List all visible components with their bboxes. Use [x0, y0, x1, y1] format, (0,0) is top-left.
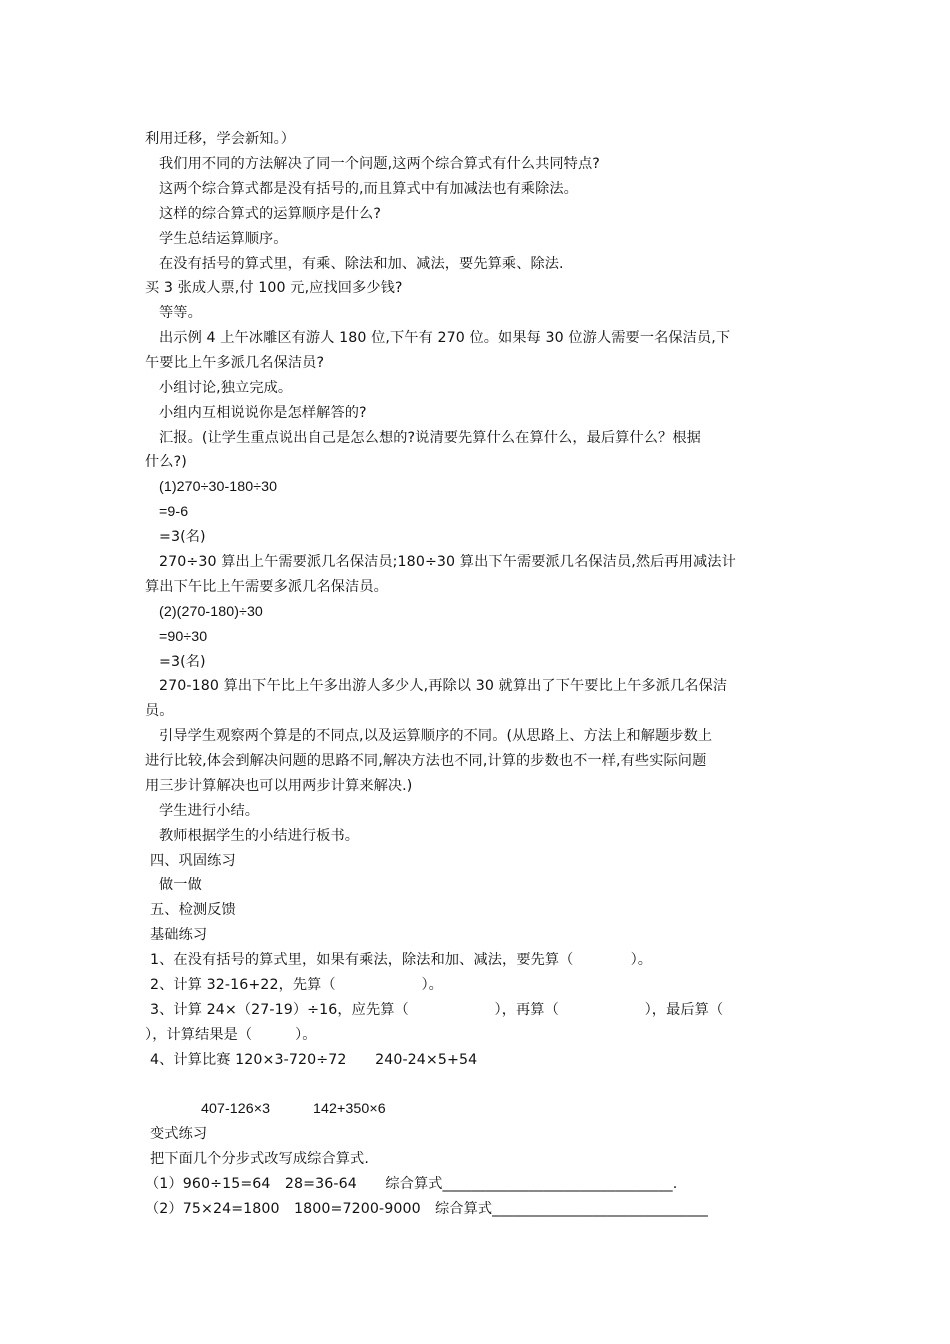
text-line: 教师根据学生的小结进行板书。 [159, 828, 360, 844]
text-line: 引导学生观察两个算是的不同点,以及运算顺序的不同。(从思路上、方法上和解题步数上 [159, 728, 713, 744]
exercise-line: 2、计算 32-16+22，先算（ ）。 [150, 977, 443, 993]
subsection-heading: 变式练习 [150, 1126, 208, 1142]
text-line: 这两个综合算式都是没有括号的,而且算式中有加减法也有乘除法。 [159, 181, 578, 197]
formula-line: (2)(270-180)÷30 [159, 604, 263, 620]
text-line: 午要比上午多派几名保洁员? [145, 355, 325, 371]
text-line: 等等。 [159, 305, 202, 321]
text-line: 出示例 4 上午冰雕区有游人 180 位,下午有 270 位。如果每 30 位游人需要一名保洁员,下 [159, 330, 731, 346]
text-line: 这样的综合算式的运算顺序是什么? [159, 206, 381, 222]
text-line: 利用迁移，学会新知。） [145, 131, 296, 147]
subsection-heading: 基础练习 [150, 927, 208, 943]
exercise-line: ），计算结果是（ ）。 [145, 1027, 317, 1043]
text-line: 把下面几个分步式改写成综合算式. [150, 1151, 369, 1167]
section-heading: 四、巩固练习 [150, 853, 236, 869]
exercise-line: 3、计算 24×（27-19）÷16，应先算（ ），再算（ ），最后算（ [150, 1002, 724, 1018]
text-line: 用三步计算解决也可以用两步计算来解决.) [145, 778, 413, 794]
text-line: 算出下午比上午需要多派几名保洁员。 [145, 579, 388, 595]
formula-line: =3(名) [159, 654, 206, 670]
text-line: 在没有括号的算式里，有乘、除法和加、减法，要先算乘、除法. [159, 256, 564, 272]
text-line: 进行比较,体会到解决问题的思路不同,解决方法也不同,计算的步数也不一样,有些实际问题 [145, 753, 707, 769]
text-line: 270-180 算出下午比上午多出游人多少人,再除以 30 就算出了下午要比上午多派几名保洁 [159, 678, 728, 694]
exercise-line: （2）75×24=1800 1800=7200-9000 综合算式______________________________ [145, 1201, 708, 1217]
text-line: 买 3 张成人票,付 100 元,应找回多少钱? [145, 280, 403, 296]
text-line: 小组内互相说说你是怎样解答的? [159, 405, 367, 421]
formula-line: =90÷30 [159, 629, 208, 645]
exercise-line: 4、计算比赛 120×3-720÷72 240-24×5+54 [150, 1052, 478, 1068]
exercise-line: 1、在没有括号的算式里，如果有乘法，除法和加、减法，要先算（ ）。 [150, 952, 653, 968]
formula-line: =9-6 [159, 504, 189, 520]
text-line: 汇报。(让学生重点说出自己是怎么想的?说清要先算什么在算什么，最后算什么？根据 [159, 430, 701, 446]
exercise-line: （1）960÷15=64 28=36-64 综合算式________________________________. [145, 1176, 678, 1192]
exercise-line: 407-126×3 142+350×6 [201, 1101, 386, 1117]
formula-line: (1)270÷30-180÷30 [159, 479, 278, 495]
section-heading: 五、检测反馈 [150, 902, 236, 918]
text-line: 学生总结运算顺序。 [159, 231, 288, 247]
formula-line: =3(名) [159, 529, 206, 545]
text-line: 什么?) [145, 454, 187, 470]
text-line: 小组讨论,独立完成。 [159, 380, 293, 396]
text-line: 270÷30 算出上午需要派几名保洁员;180÷30 算出下午需要派几名保洁员,然后再用减法计 [159, 554, 736, 570]
text-line: 员。 [145, 703, 174, 719]
text-line: 学生进行小结。 [159, 803, 260, 819]
text-line: 做一做 [159, 877, 202, 893]
text-line: 我们用不同的方法解决了同一个问题,这两个综合算式有什么共同特点? [159, 156, 600, 172]
